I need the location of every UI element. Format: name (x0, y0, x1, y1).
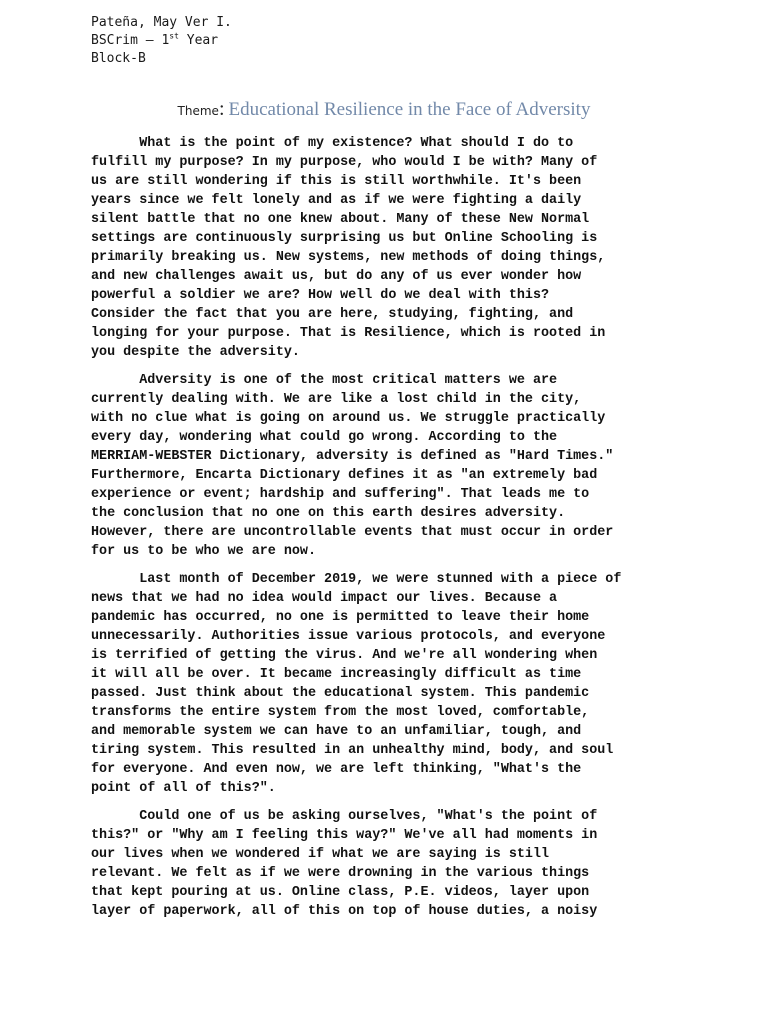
paragraph-line: currently dealing with. We are like a lost child in the city, (91, 392, 582, 407)
paragraph-line: Consider the fact that you are here, studying, fighting, and (91, 307, 574, 322)
essay-paragraph (91, 570, 681, 798)
essay-body (91, 134, 681, 930)
paragraph-line: and new challenges await us, but do any of us ever wonder how (91, 269, 582, 284)
paragraph-line: tiring system. This resulted in an unhealthy mind, body, and soul (91, 743, 614, 758)
paragraph-line: However, there are uncontrollable events that must occur in order (91, 525, 614, 540)
paragraph-line: the conclusion that no one on this earth desires adversity. (91, 506, 566, 521)
paragraph-line: Adversity is one of the most critical matters we are (91, 373, 558, 388)
paragraph-line: experience or event; hardship and suffering". That leads me to (91, 487, 590, 502)
paragraph-line: for us to be who we are now. (91, 544, 316, 559)
theme-title: Educational Resilience in the Face of Adversity (228, 99, 591, 120)
student-course (91, 32, 232, 50)
paragraph-line: it will all be over. It became increasingly difficult as time (91, 667, 582, 682)
theme-heading (0, 98, 768, 121)
paragraph-line: Could one of us be asking ourselves, "What's the point of (91, 809, 598, 824)
paragraph-line: years since we felt lonely and as if we were fighting a daily (91, 193, 582, 208)
paragraph-line: for everyone. And even now, we are left thinking, "What's the (91, 762, 582, 777)
paragraph-line: with no clue what is going on around us. We struggle practically (91, 411, 606, 426)
paragraph-line: you despite the adversity. (91, 345, 300, 360)
paragraph-line: layer of paperwork, all of this on top of house duties, a noisy (91, 904, 598, 919)
paragraph-line: relevant. We felt as if we were drowning in the various things (91, 866, 590, 881)
student-info (91, 14, 232, 68)
paragraph-line: news that we had no idea would impact our lives. Because a (91, 591, 558, 606)
theme-label: Theme (177, 104, 219, 118)
paragraph-line: longing for your purpose. That is Resilience, which is rooted in (91, 326, 606, 341)
paragraph-line: transforms the entire system from the most loved, comfortable, (91, 705, 590, 720)
paragraph-line: us are still wondering if this is still worthwhile. It's been (91, 174, 582, 189)
theme-colon: : (218, 98, 225, 120)
paragraph-line: What is the point of my existence? What should I do to (91, 136, 574, 151)
paragraph-line: and memorable system we can have to an unfamiliar, tough, and (91, 724, 582, 739)
paragraph-line: primarily breaking us. New systems, new methods of doing things, (91, 250, 606, 265)
essay-paragraph (91, 134, 681, 362)
essay-paragraph (91, 371, 681, 561)
paragraph-line: Furthermore, Encarta Dictionary defines it as "an extremely bad (91, 468, 598, 483)
paragraph-line: pandemic has occurred, no one is permitted to leave their home (91, 610, 590, 625)
paragraph-line: this?" or "Why am I feeling this way?" We've all had moments in (91, 828, 598, 843)
paragraph-line: every day, wondering what could go wrong. According to the (91, 430, 558, 445)
paragraph-line: silent battle that no one knew about. Many of these New Normal (91, 212, 590, 227)
course-ordinal: st (169, 31, 179, 41)
paragraph-line: fulfill my purpose? In my purpose, who would I be with? Many of (91, 155, 598, 170)
paragraph-line: Last month of December 2019, we were stunned with a piece of (91, 572, 622, 587)
paragraph-line: settings are continuously surprising us but Online Schooling is (91, 231, 598, 246)
student-name: Pateña, May Ver I. (91, 15, 232, 30)
paragraph-line: that kept pouring at us. Online class, P.E. videos, layer upon (91, 885, 590, 900)
course-suffix: Year (178, 33, 219, 48)
paragraph-line: point of all of this?". (91, 781, 276, 796)
paragraph-line: our lives when we wondered if what we are saying is still (91, 847, 550, 862)
paragraph-line: powerful a soldier we are? How well do we deal with this? (91, 288, 550, 303)
paragraph-line: is terrified of getting the virus. And we're all wondering when (91, 648, 598, 663)
student-block: Block-B (91, 51, 146, 66)
paragraph-line: unnecessarily. Authorities issue various protocols, and everyone (91, 629, 606, 644)
paragraph-line: MERRIAM-WEBSTER Dictionary, adversity is defined as "Hard Times." (91, 449, 614, 464)
course-prefix: BSCrim – 1 (91, 33, 170, 48)
essay-paragraph (91, 807, 681, 921)
paragraph-line: passed. Just think about the educational system. This pandemic (91, 686, 590, 701)
